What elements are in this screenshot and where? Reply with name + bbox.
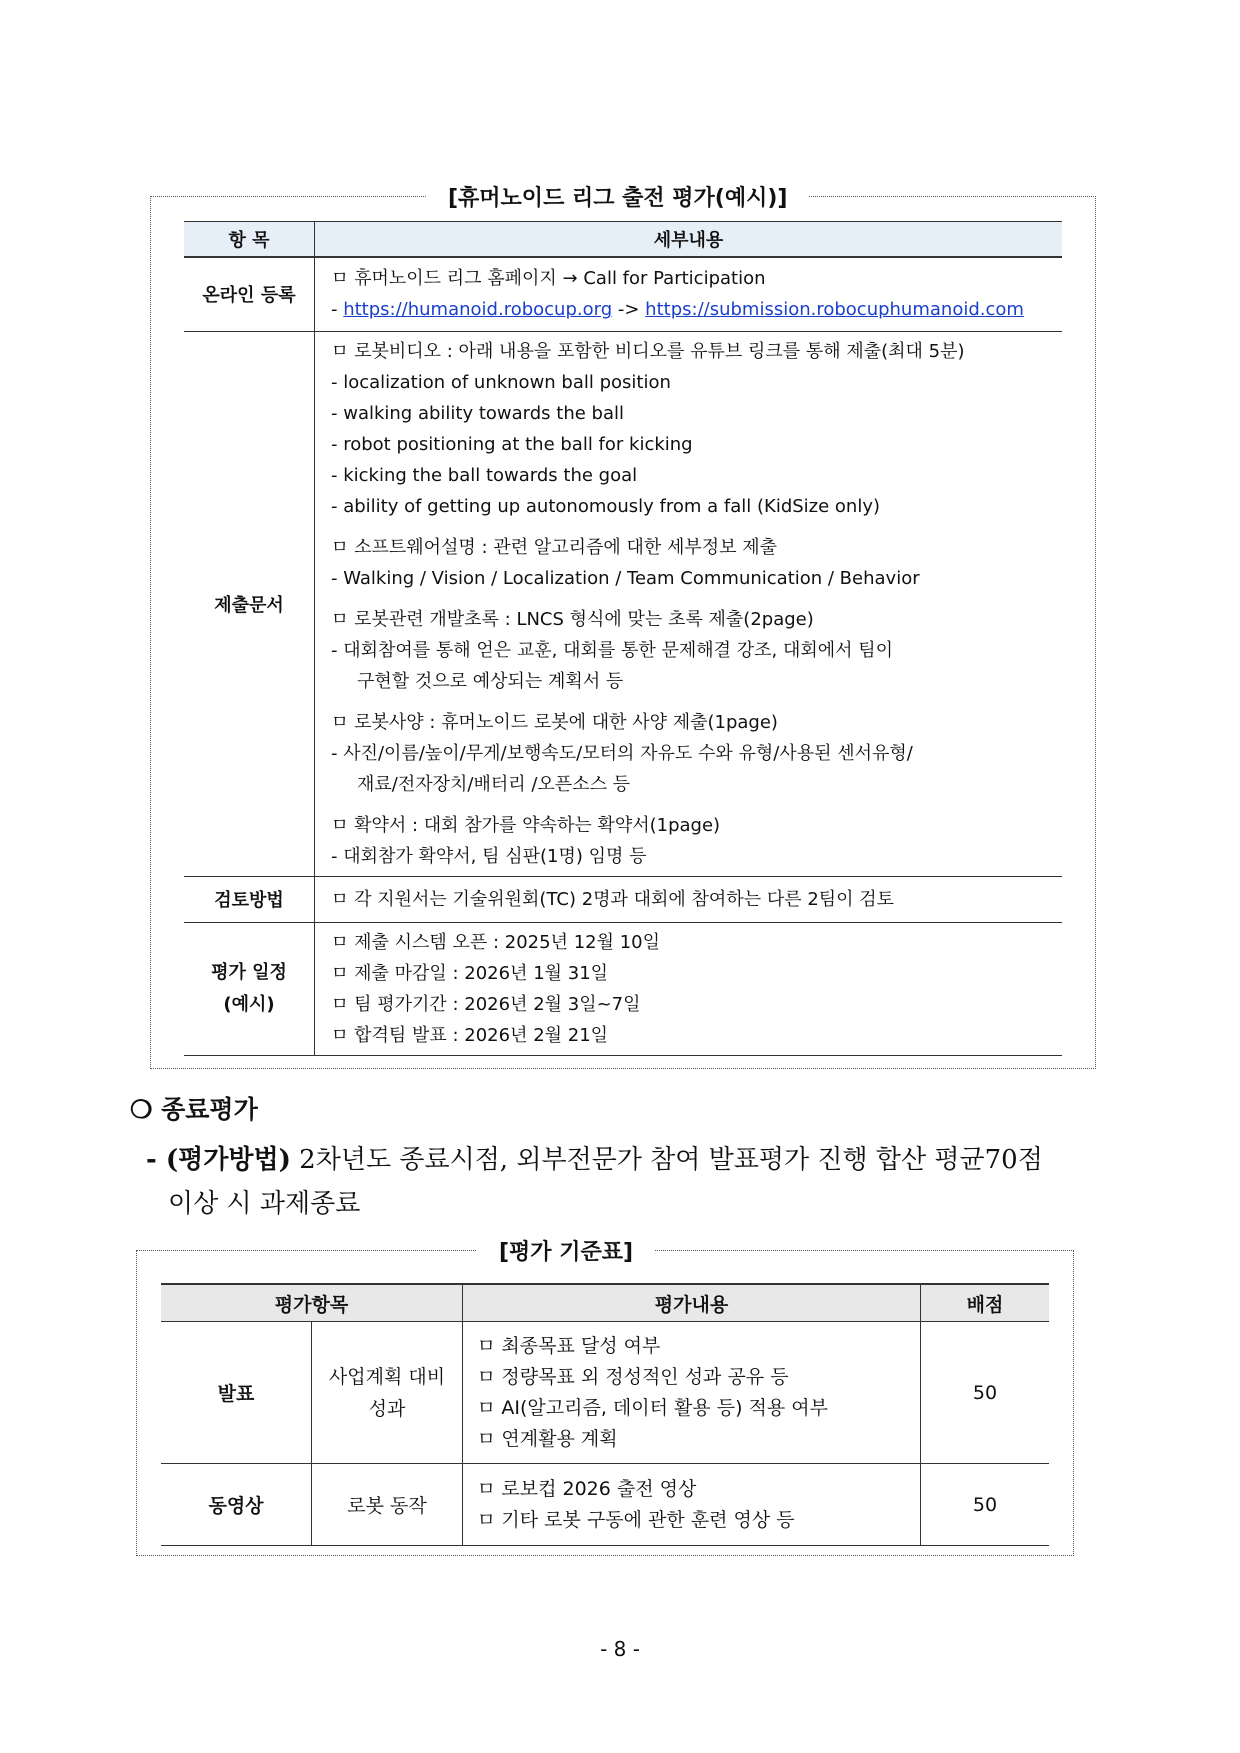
section-paragraph bbox=[146, 1138, 1126, 1226]
detail-line: - robot positioning at the ball for kicking bbox=[331, 433, 693, 455]
subcategory-cell: 로봇 동작 bbox=[312, 1464, 463, 1546]
detail-group-pledge bbox=[331, 810, 1050, 872]
humanoid-homepage-link[interactable]: https://humanoid.robocup.org bbox=[343, 299, 613, 321]
detail-line: 구현할 것으로 예상되는 계획서 등 bbox=[357, 670, 624, 692]
detail-line: ㅁ 제출 시스템 오픈 : 2025년 12월 10일 bbox=[331, 931, 661, 953]
content-line: ㅁ 최종목표 달성 여부 bbox=[477, 1334, 661, 1357]
content-line: ㅁ AI(알고리즘, 데이터 활용 등) 적용 여부 bbox=[477, 1396, 829, 1419]
para-text-line2: 이상 시 과제종료 bbox=[168, 1189, 361, 1219]
detail-group-software bbox=[331, 532, 1050, 594]
detail-group-video bbox=[331, 336, 1050, 522]
content-cell bbox=[463, 1464, 921, 1546]
row-label-line1: 평가 일정 bbox=[211, 961, 287, 983]
humanoid-evaluation-box bbox=[150, 186, 1096, 1069]
detail-line: - Walking / Vision / Localization / Team Communication / Behavior bbox=[331, 567, 920, 589]
detail-line: ㅁ 로봇비디오 : 아래 내용을 포함한 비디오를 유튜브 링크를 통해 제출(최대 5분) bbox=[331, 340, 965, 362]
section-heading: ❍ 종료평가 bbox=[130, 1095, 258, 1124]
detail-line: - kicking the ball towards the goal bbox=[331, 464, 638, 486]
detail-line: - 대회참가 확약서, 팀 심판(1명) 임명 등 bbox=[331, 845, 647, 867]
header-category: 평가항목 bbox=[161, 1284, 463, 1322]
detail-line: - 사진/이름/높이/무게/보행속도/모터의 자유도 수와 유형/사용된 센서유형/ bbox=[331, 742, 913, 764]
subcategory-cell bbox=[312, 1322, 463, 1464]
arrow-text: -> bbox=[617, 299, 640, 321]
detail-line: ㅁ 로봇관련 개발초록 : LNCS 형식에 맞는 초록 제출(2page) bbox=[331, 608, 814, 630]
box-title: [평가 기준표] bbox=[477, 1235, 655, 1266]
header-score: 배점 bbox=[921, 1284, 1050, 1322]
header-content: 평가내용 bbox=[463, 1284, 921, 1322]
score-cell: 50 bbox=[921, 1322, 1050, 1464]
table-row bbox=[184, 257, 1062, 331]
page-number: - 8 - bbox=[600, 1637, 640, 1661]
box-title: [휴머노이드 리그 출전 평가(예시)] bbox=[426, 181, 809, 212]
detail-group-spec bbox=[331, 707, 1050, 800]
detail-line: ㅁ 각 지원서는 기술위원회(TC) 2명과 대회에 참여하는 다른 2팀이 검토 bbox=[331, 888, 895, 910]
table-row bbox=[184, 876, 1062, 922]
category-cell: 동영상 bbox=[161, 1464, 312, 1546]
detail-line: ㅁ 확약서 : 대회 참가를 약속하는 확약서(1page) bbox=[331, 814, 721, 836]
subcategory-line2: 성과 bbox=[368, 1397, 406, 1420]
detail-line: ㅁ 팀 평가기간 : 2026년 2월 3일~7일 bbox=[331, 993, 641, 1015]
row-label: 제출문서 bbox=[184, 331, 315, 876]
detail-line: ㅁ 소프트웨어설명 : 관련 알고리즘에 대한 세부정보 제출 bbox=[331, 536, 778, 558]
table-row bbox=[161, 1464, 1049, 1546]
content-line: ㅁ 기타 로봇 구동에 관한 훈련 영상 등 bbox=[477, 1508, 795, 1531]
detail-line: - walking ability towards the ball bbox=[331, 402, 624, 424]
detail-line: ㅁ 합격팀 발표 : 2026년 2월 21일 bbox=[331, 1024, 609, 1046]
para-bold-label: - (평가방법) bbox=[146, 1145, 291, 1175]
detail-line: ㅁ 제출 마감일 : 2026년 1월 31일 bbox=[331, 962, 609, 984]
detail-line: ㅁ 휴머노이드 리그 홈페이지 → Call for Participation bbox=[331, 268, 766, 290]
detail-line: - localization of unknown ball position bbox=[331, 371, 671, 393]
subcategory-line1: 사업계획 대비 bbox=[328, 1365, 446, 1388]
score-cell: 50 bbox=[921, 1464, 1050, 1546]
detail-line: 재료/전자장치/배터리 /오픈소스 등 bbox=[357, 773, 631, 795]
evaluation-criteria-box bbox=[136, 1240, 1074, 1556]
content-line: ㅁ 정량목표 외 정성적인 성과 공유 등 bbox=[477, 1365, 789, 1388]
content-cell bbox=[463, 1322, 921, 1464]
row-label bbox=[184, 922, 315, 1055]
humanoid-evaluation-table bbox=[184, 221, 1062, 1056]
detail-line: ㅁ 로봇사양 : 휴머노이드 로봇에 대한 사양 제출(1page) bbox=[331, 711, 778, 733]
detail-line: - ability of getting up autonomously from a fall (KidSize only) bbox=[331, 495, 881, 517]
row-label: 검토방법 bbox=[184, 876, 315, 922]
table-row bbox=[184, 331, 1062, 876]
para-text: 2차년도 종료시점, 외부전문가 참여 발표평가 진행 합산 평균70점 bbox=[290, 1145, 1043, 1175]
detail-line: - 대회참여를 통해 얻은 교훈, 대회를 통한 문제해결 강조, 대회에서 팀이 bbox=[331, 639, 894, 661]
row-label: 온라인 등록 bbox=[184, 257, 315, 331]
detail-group-abstract bbox=[331, 604, 1050, 697]
row-label-line2: (예시) bbox=[223, 993, 275, 1015]
link-line: - https://humanoid.robocup.org -> https://submission.robocuphumanoid.com bbox=[331, 299, 1024, 321]
category-cell: 발표 bbox=[161, 1322, 312, 1464]
content-line: ㅁ 로보컵 2026 출전 영상 bbox=[477, 1477, 697, 1500]
table-row bbox=[184, 922, 1062, 1055]
table-row bbox=[161, 1322, 1049, 1464]
evaluation-criteria-table bbox=[161, 1283, 1049, 1546]
header-detail: 세부내용 bbox=[315, 222, 1063, 258]
content-line: ㅁ 연계활용 계획 bbox=[477, 1427, 618, 1450]
header-item: 항 목 bbox=[184, 222, 315, 258]
submission-link[interactable]: https://submission.robocuphumanoid.com bbox=[645, 299, 1024, 321]
